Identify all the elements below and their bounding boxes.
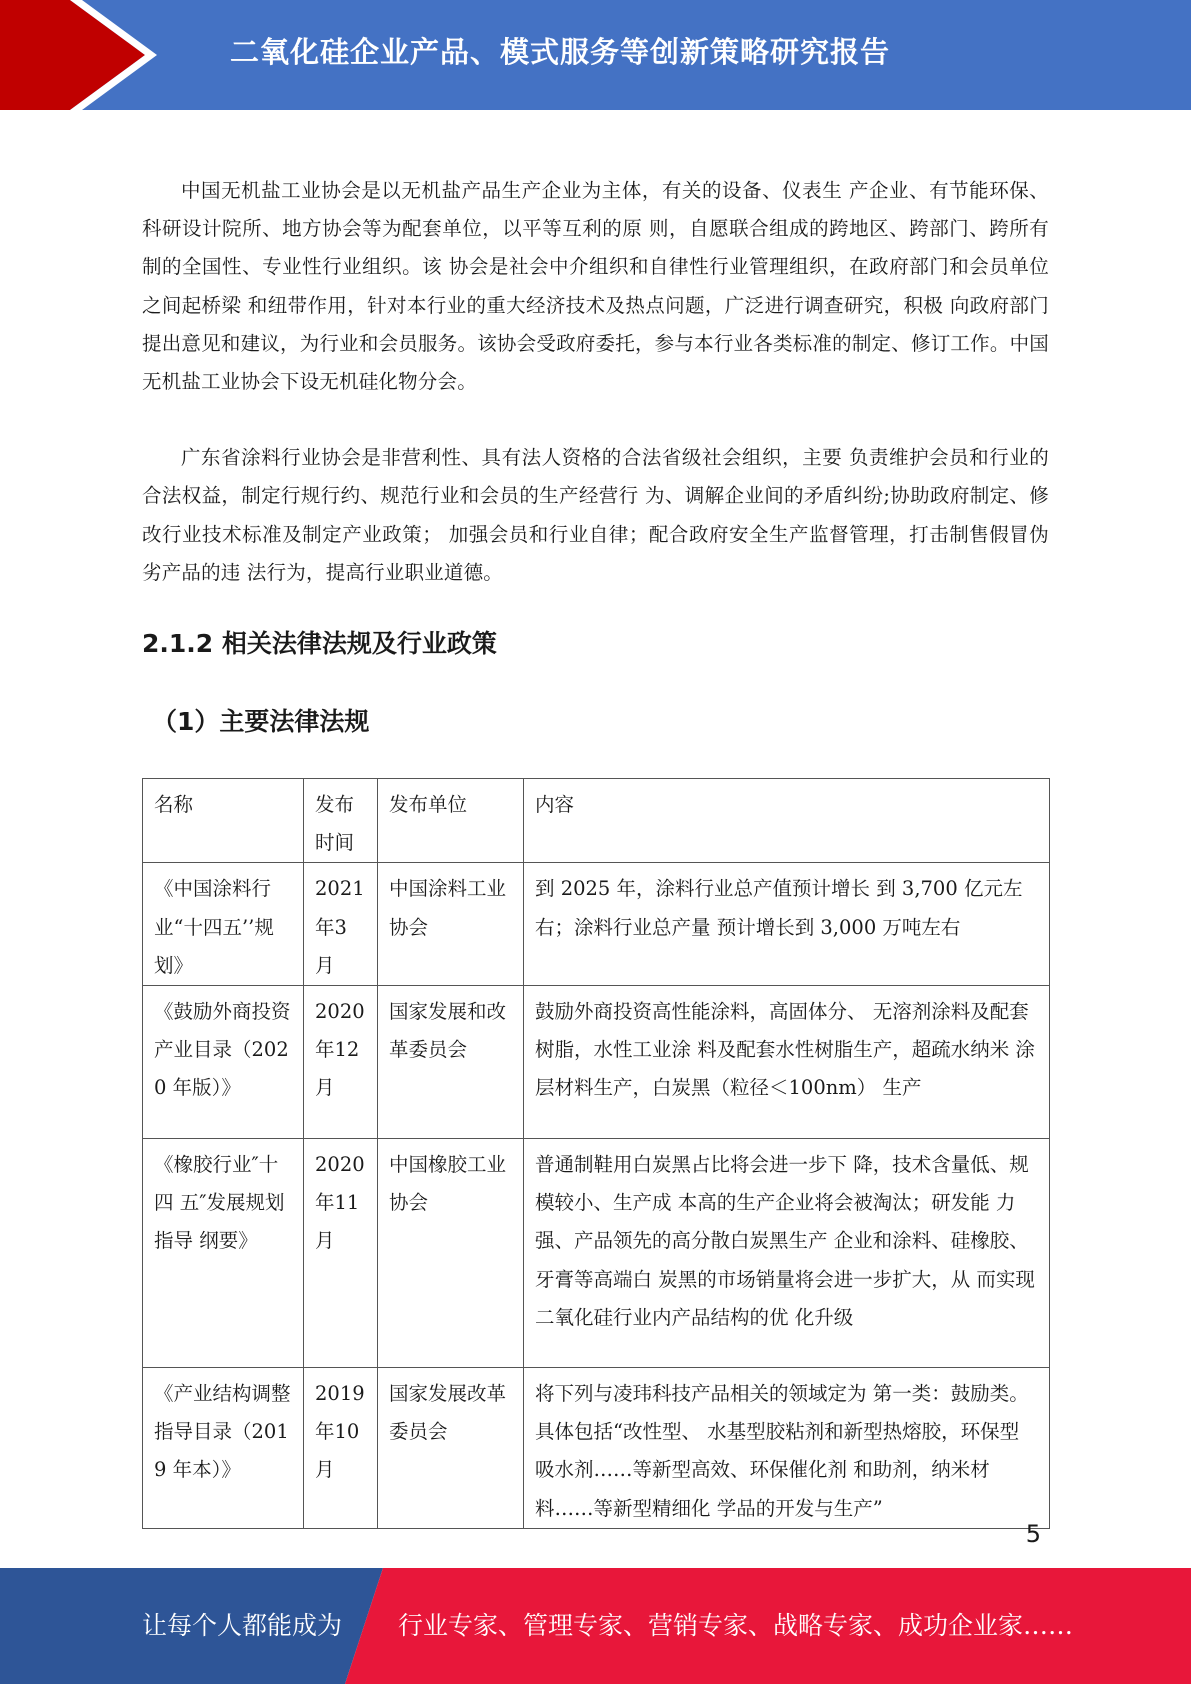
header-cell-content: 内容 (524, 779, 1050, 863)
cell-date: 2020年12月 (304, 986, 378, 1139)
header-cell-name: 名称 (143, 779, 304, 863)
regulations-table (142, 778, 1050, 1529)
body-text (142, 172, 1049, 592)
table-row (143, 1139, 1050, 1368)
page-number: 5 (1025, 1520, 1041, 1548)
table-row (143, 1368, 1050, 1529)
page-footer (0, 1568, 1191, 1684)
paragraph-inorganic-salt-association: 中国无机盐工业协会是以无机盐产品生产企业为主体，有关的设备、仪表生 产企业、有节能环保、科研设计院所、地方协会等为配套单位，以平等互利的原 则，自愿联合组成的跨地区、跨部门、跨所有制的全国性、专业性行业组织。该 协会是社会中介组织和自律性行业管理组织，在政府部门和会员单位之间起桥梁 和纽带作用，针对本行业的重大经济技术及热点问题，广泛进行调查研究，积极 向政府部门提出意见和建议，为行业和会员服务。该协会受政府委托，参与本行业各类标准的制定、修订工作。中国无机盐工业协会下设无机硅化物分会。 (142, 179, 1049, 394)
cell-name: 《中国涂料行业“十四五’’规划》 (143, 863, 304, 986)
cell-name: 《鼓励外商投资 产业目录（2020 年版）》 (143, 986, 304, 1139)
header-cell-publisher: 发布单位 (378, 779, 524, 863)
cell-publisher: 国家发展改革 委员会 (378, 1368, 524, 1529)
cell-publisher: 中国橡胶工业 协会 (378, 1139, 524, 1368)
cell-name: 《橡胶行业″十四 五″发展规划指导 纲要》 (143, 1139, 304, 1368)
footer-slogan-right: 行业专家、管理专家、营销专家、战略专家、成功企业家…… (398, 1611, 1074, 1640)
cell-publisher: 国家发展和改 革委员会 (378, 986, 524, 1139)
cell-date: 2019年10月 (304, 1368, 378, 1529)
cell-content: 到 2025 年，涂料行业总产值预计增长 到 3,700 亿元左右；涂料行业总产量 预计增长到 3,000 万吨左右 (524, 863, 1050, 986)
cell-publisher: 中国涂料工业 协会 (378, 863, 524, 986)
cell-content: 将下列与凌玮科技产品相关的领域定为 第一类：鼓励类。具体包括“改性型、 水基型胶粘剂和新型热熔胶，环保型 吸水剂……等新型高效、环保催化剂 和助剂，纳米材料……等新型精细化 学品的开发与生产” (524, 1368, 1050, 1529)
cell-name: 《产业结构调整 指导目录（2019 年本）》 (143, 1368, 304, 1529)
cell-date: 2021年3月 (304, 863, 378, 986)
cell-content: 鼓励外商投资高性能涂料，高固体分、 无溶剂涂料及配套树脂，水性工业涂 料及配套水性树脂生产，超疏水纳米 涂层材料生产，白炭黑（粒径＜100nm） 生产 (524, 986, 1050, 1139)
section-heading: 2.1.2 相关法律法规及行业政策 (142, 629, 497, 658)
paragraph-guangdong-coatings-association: 广东省涂料行业协会是非营利性、具有法人资格的合法省级社会组织，主要 负责维护会员和行业的合法权益，制定行规行约、规范行业和会员的生产经营行 为、调解企业间的矛盾纠纷;协助政府制定、修改行业技术标准及制定产业政策； 加强会员和行业自律；配合政府安全生产监督管理，打击制售假冒伪劣产品的违 法行为，提高行业职业道德。 (142, 446, 1049, 584)
table-row (143, 863, 1050, 986)
table-row (143, 986, 1050, 1139)
cell-date: 2020年11月 (304, 1139, 378, 1368)
footer-slogan-left: 让每个人都能成为 (142, 1611, 343, 1640)
cell-content: 普通制鞋用白炭黑占比将会进一步下 降，技术含量低、规模较小、生产成 本高的生产企业将会被淘汰；研发能 力强、产品领先的高分散白炭黑生产 企业和涂料、硅橡胶、牙膏等高端白 炭黑的市场销量将会进一步扩大，从 而实现二氧化硅行业内产品结构的优 化升级 (524, 1139, 1050, 1368)
page-header (0, 0, 1191, 110)
table-header-row (143, 779, 1050, 863)
subsection-heading: （1）主要法律法规 (152, 707, 370, 736)
header-title: 二氧化硅企业产品、模式服务等创新策略研究报告 (230, 35, 891, 69)
header-cell-date: 发布时间 (304, 779, 378, 863)
